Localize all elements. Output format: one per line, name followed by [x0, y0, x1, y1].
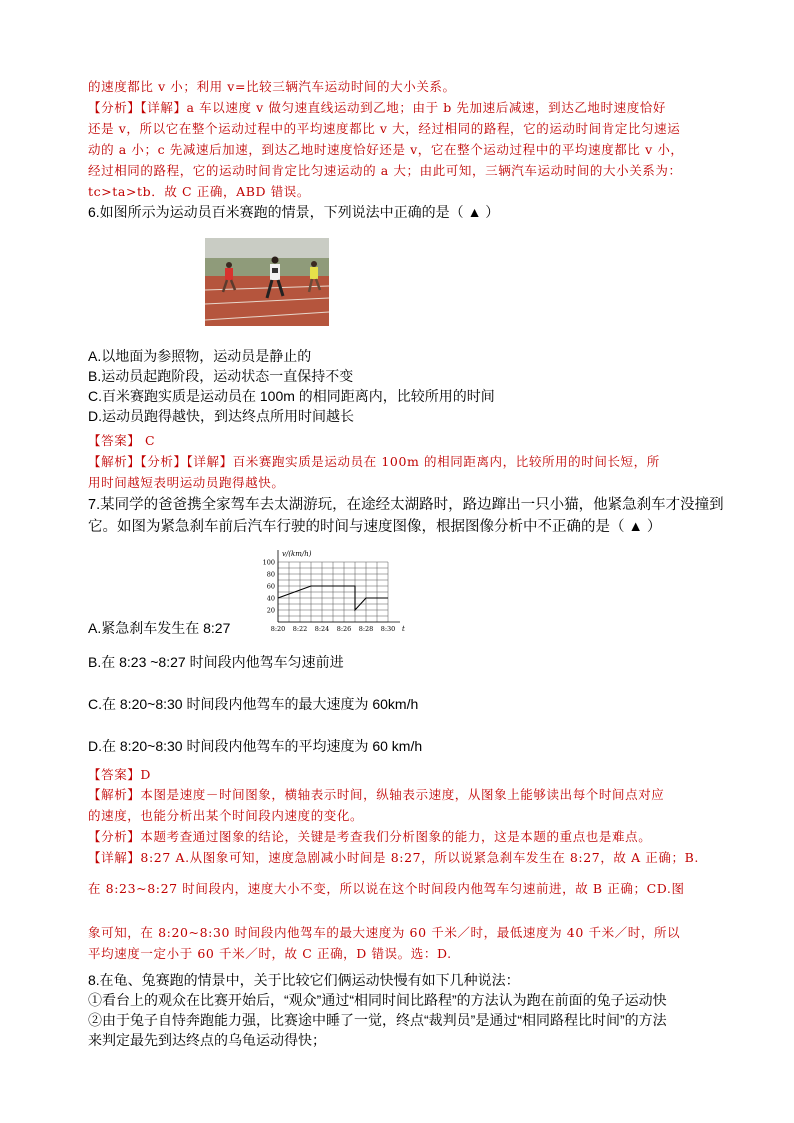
q7-explanation-b: 在 8:23~8:27 时间段内，速度大小不变，所以说在这个时间段内他驾车匀速前进，故 B 正确；CD.图 [88, 881, 685, 896]
x-tick-label: 8:30 [380, 625, 396, 633]
option-a: A.以地面为参照物，运动员是静止的 [88, 348, 312, 364]
text-line: 平均速度一定小于 60 千米／时，故 C 正确，D 错误。选：D. [88, 946, 452, 961]
q7-option-a: A.紧急刹车发生在 8:27 [88, 620, 231, 636]
option-b: B.运动员起跑阶段，运动状态一直保持不变 [88, 368, 354, 384]
y-tick-label: 100 [262, 558, 275, 567]
q7-explanation-a [88, 784, 706, 868]
x-tick-label: 8:22 [292, 625, 308, 633]
text-line: 【分析】本题考查通过图象的结论，关键是考查我们分析图象的能力，这是本题的重点也是难点。 [88, 829, 652, 844]
text-line: 来判定最先到达终点的乌龟运动得快； [88, 1032, 326, 1048]
text-line: tc>ta>tb．故 C 正确，ABD 错误。 [88, 184, 310, 199]
option-d: D.运动员跑得越快，到达终点所用时间越长 [88, 408, 354, 424]
text-line: 8.在龟、兔赛跑的情景中，关于比较它们俩运动快慢有如下几种说法： [88, 972, 520, 988]
q6-explanation [88, 451, 706, 493]
text-line: 动的 a 小；c 先减速后加速，到达乙地时速度恰好还是 v，它在整个运动过程中的平均速度都比 v 小， [88, 142, 684, 157]
text-line: 的速度，也能分析出某个时间段内速度的变化。 [88, 808, 364, 823]
option-c: C.百米赛跑实质是运动员在 100m 的相同距离内，比较所用的时间 [88, 388, 495, 404]
text-line: 【解析】【分析】【详解】百米赛跑实质是运动员在 100m 的相同距离内，比较所用的时间长短，所 [88, 454, 660, 469]
q7-option-c: C.在 8:20~8:30 时间段内他驾车的最大速度为 60km/h [88, 696, 419, 712]
sprint-photo [205, 238, 329, 326]
y-tick-label: 40 [266, 594, 275, 603]
x-axis-label: t [402, 625, 405, 633]
text-line: 【详解】8:27 A.从图象可知，速度急剧减小时间是 8:27，所以说紧急刹车发生在 8:27，故 A 正确；B. [88, 850, 699, 865]
text-line: 经过相同的路程，它的运动时间肯定比匀速运动的 a 大；由此可知，三辆汽车运动时间的大小关系为： [88, 163, 682, 178]
text-line: 它。如图为紧急刹车前后汽车行驶的时间与速度图像，根据图像分析中不正确的是（ ▲ ） [88, 519, 662, 535]
q6-stem: 6.如图所示为运动员百米赛跑的情景，下列说法中正确的是（ ▲ ） [88, 204, 500, 220]
text-line: 【分析】【详解】a 车以速度 v 做匀速直线运动到乙地；由于 b 先加速后减速，到达乙地时速度恰好 [88, 100, 667, 115]
text-line: ②由于兔子自恃奔跑能力强，比赛途中睡了一觉，终点“裁判员”是通过“相同路程比时间”的方法 [88, 1012, 667, 1028]
text-line: 【解析】本图是速度－时间图象，横轴表示时间，纵轴表示速度，从图象上能够读出每个时间点对应 [88, 787, 665, 802]
x-tick-label: 8:26 [336, 625, 352, 633]
y-axis-label: v/(km/h) [282, 550, 312, 558]
text-line: 还是 v，所以它在整个运动过程中的平均速度都比 v 大，经过相同的路程，它的运动时间肯定比匀速运 [88, 121, 681, 136]
q7-option-d: D.在 8:20~8:30 时间段内他驾车的平均速度为 60 km/h [88, 738, 423, 754]
text-line: 7.某同学的爸爸携全家驾车去太湖游玩，在途经太湖路时，路边蹿出一只小猫，他紧急刹车才没撞到 [88, 497, 724, 513]
q5-analysis [88, 76, 706, 202]
x-tick-label: 8:28 [358, 625, 374, 633]
text-line: 的速度都比 v 小；利用 v=比较三辆汽车运动时间的大小关系。 [88, 79, 456, 94]
x-tick-label: 8:20 [270, 625, 286, 633]
text-line: ①看台上的观众在比赛开始后，“观众”通过“相同时间比路程”的方法认为跑在前面的兔子运动快 [88, 992, 667, 1008]
text-line: 用时间越短表明运动员跑得越快。 [88, 475, 285, 490]
q7-option-b: B.在 8:23 ~8:27 时间段内他驾车匀速前进 [88, 654, 344, 670]
q7-answer: 【答案】D [88, 767, 152, 782]
q7-stem [88, 494, 724, 538]
y-tick-label: 60 [266, 582, 275, 591]
y-tick-label: 80 [266, 570, 275, 579]
y-tick-label: 20 [266, 606, 275, 615]
q6-options [88, 346, 706, 426]
q8 [88, 970, 706, 1050]
q7-explanation-c [88, 922, 706, 964]
q6-answer: 【答案】 C [88, 433, 156, 448]
x-tick-label: 8:24 [314, 625, 330, 633]
text-line: 象可知，在 8:20~8:30 时间段内他驾车的最大速度为 60 千米／时，最低速度为 40 千米／时，所以 [88, 925, 681, 940]
